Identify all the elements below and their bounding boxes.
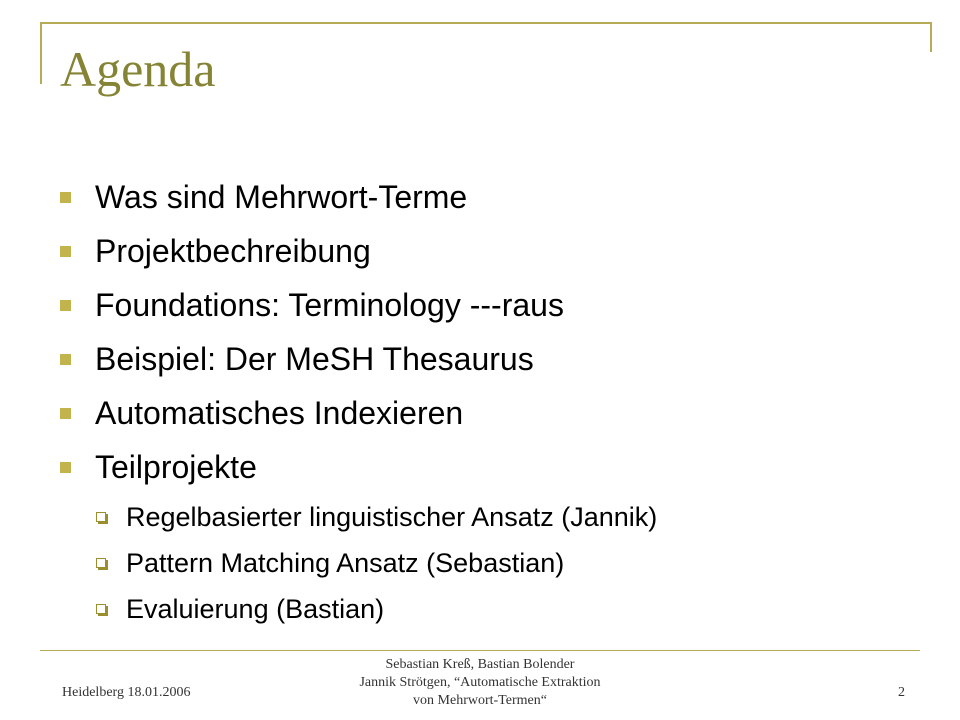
page-number: 2 — [898, 685, 905, 700]
slide-title: Agenda — [60, 41, 216, 97]
frame-left-rule — [40, 22, 42, 84]
square-bullet-icon — [60, 354, 71, 365]
hollow-square-bullet-icon — [96, 604, 106, 614]
agenda-item-label: Beispiel: Der MeSH Thesaurus — [95, 340, 534, 377]
agenda-item — [60, 332, 657, 386]
footer-authors-line: von Mehrwort-Termen“ — [413, 693, 547, 708]
footer-authors-line: Sebastian Kreß, Bastian Bolender — [385, 657, 575, 672]
footer-rule — [40, 650, 920, 651]
agenda-item — [60, 386, 657, 440]
frame-right-rule — [930, 22, 932, 52]
agenda-item — [60, 278, 657, 332]
agenda-item-label: Projektbechreibung — [95, 232, 371, 269]
hollow-square-bullet-icon — [96, 558, 106, 568]
agenda-item-label: Teilprojekte — [95, 448, 257, 485]
agenda-item — [60, 224, 657, 278]
agenda-item-label: Automatisches Indexieren — [95, 394, 464, 431]
agenda-sub-item-label: Regelbasierter linguistischer Ansatz (Jannik) — [126, 501, 658, 532]
agenda-list — [60, 170, 657, 632]
square-bullet-icon — [60, 300, 71, 311]
agenda-sub-item — [60, 586, 657, 632]
square-bullet-icon — [60, 462, 71, 473]
footer-authors — [320, 656, 640, 710]
agenda-sub-item — [60, 494, 657, 540]
agenda-sub-item-label: Pattern Matching Ansatz (Sebastian) — [126, 547, 565, 578]
square-bullet-icon — [60, 408, 71, 419]
footer-date: Heidelberg 18.01.2006 — [62, 685, 191, 700]
square-bullet-icon — [60, 192, 71, 203]
agenda-sub-item — [60, 540, 657, 586]
hollow-square-bullet-icon — [96, 512, 106, 522]
agenda-sub-item-label: Evaluierung (Bastian) — [126, 593, 385, 624]
footer-authors-line: Jannik Strötgen, “Automatische Extraktion — [359, 675, 601, 690]
frame-top-rule — [40, 22, 932, 24]
agenda-item-label: Was sind Mehrwort-Terme — [95, 178, 468, 215]
agenda-item-label: Foundations: Terminology ---raus — [95, 286, 564, 323]
square-bullet-icon — [60, 246, 71, 257]
agenda-item — [60, 170, 657, 224]
agenda-item — [60, 440, 657, 494]
